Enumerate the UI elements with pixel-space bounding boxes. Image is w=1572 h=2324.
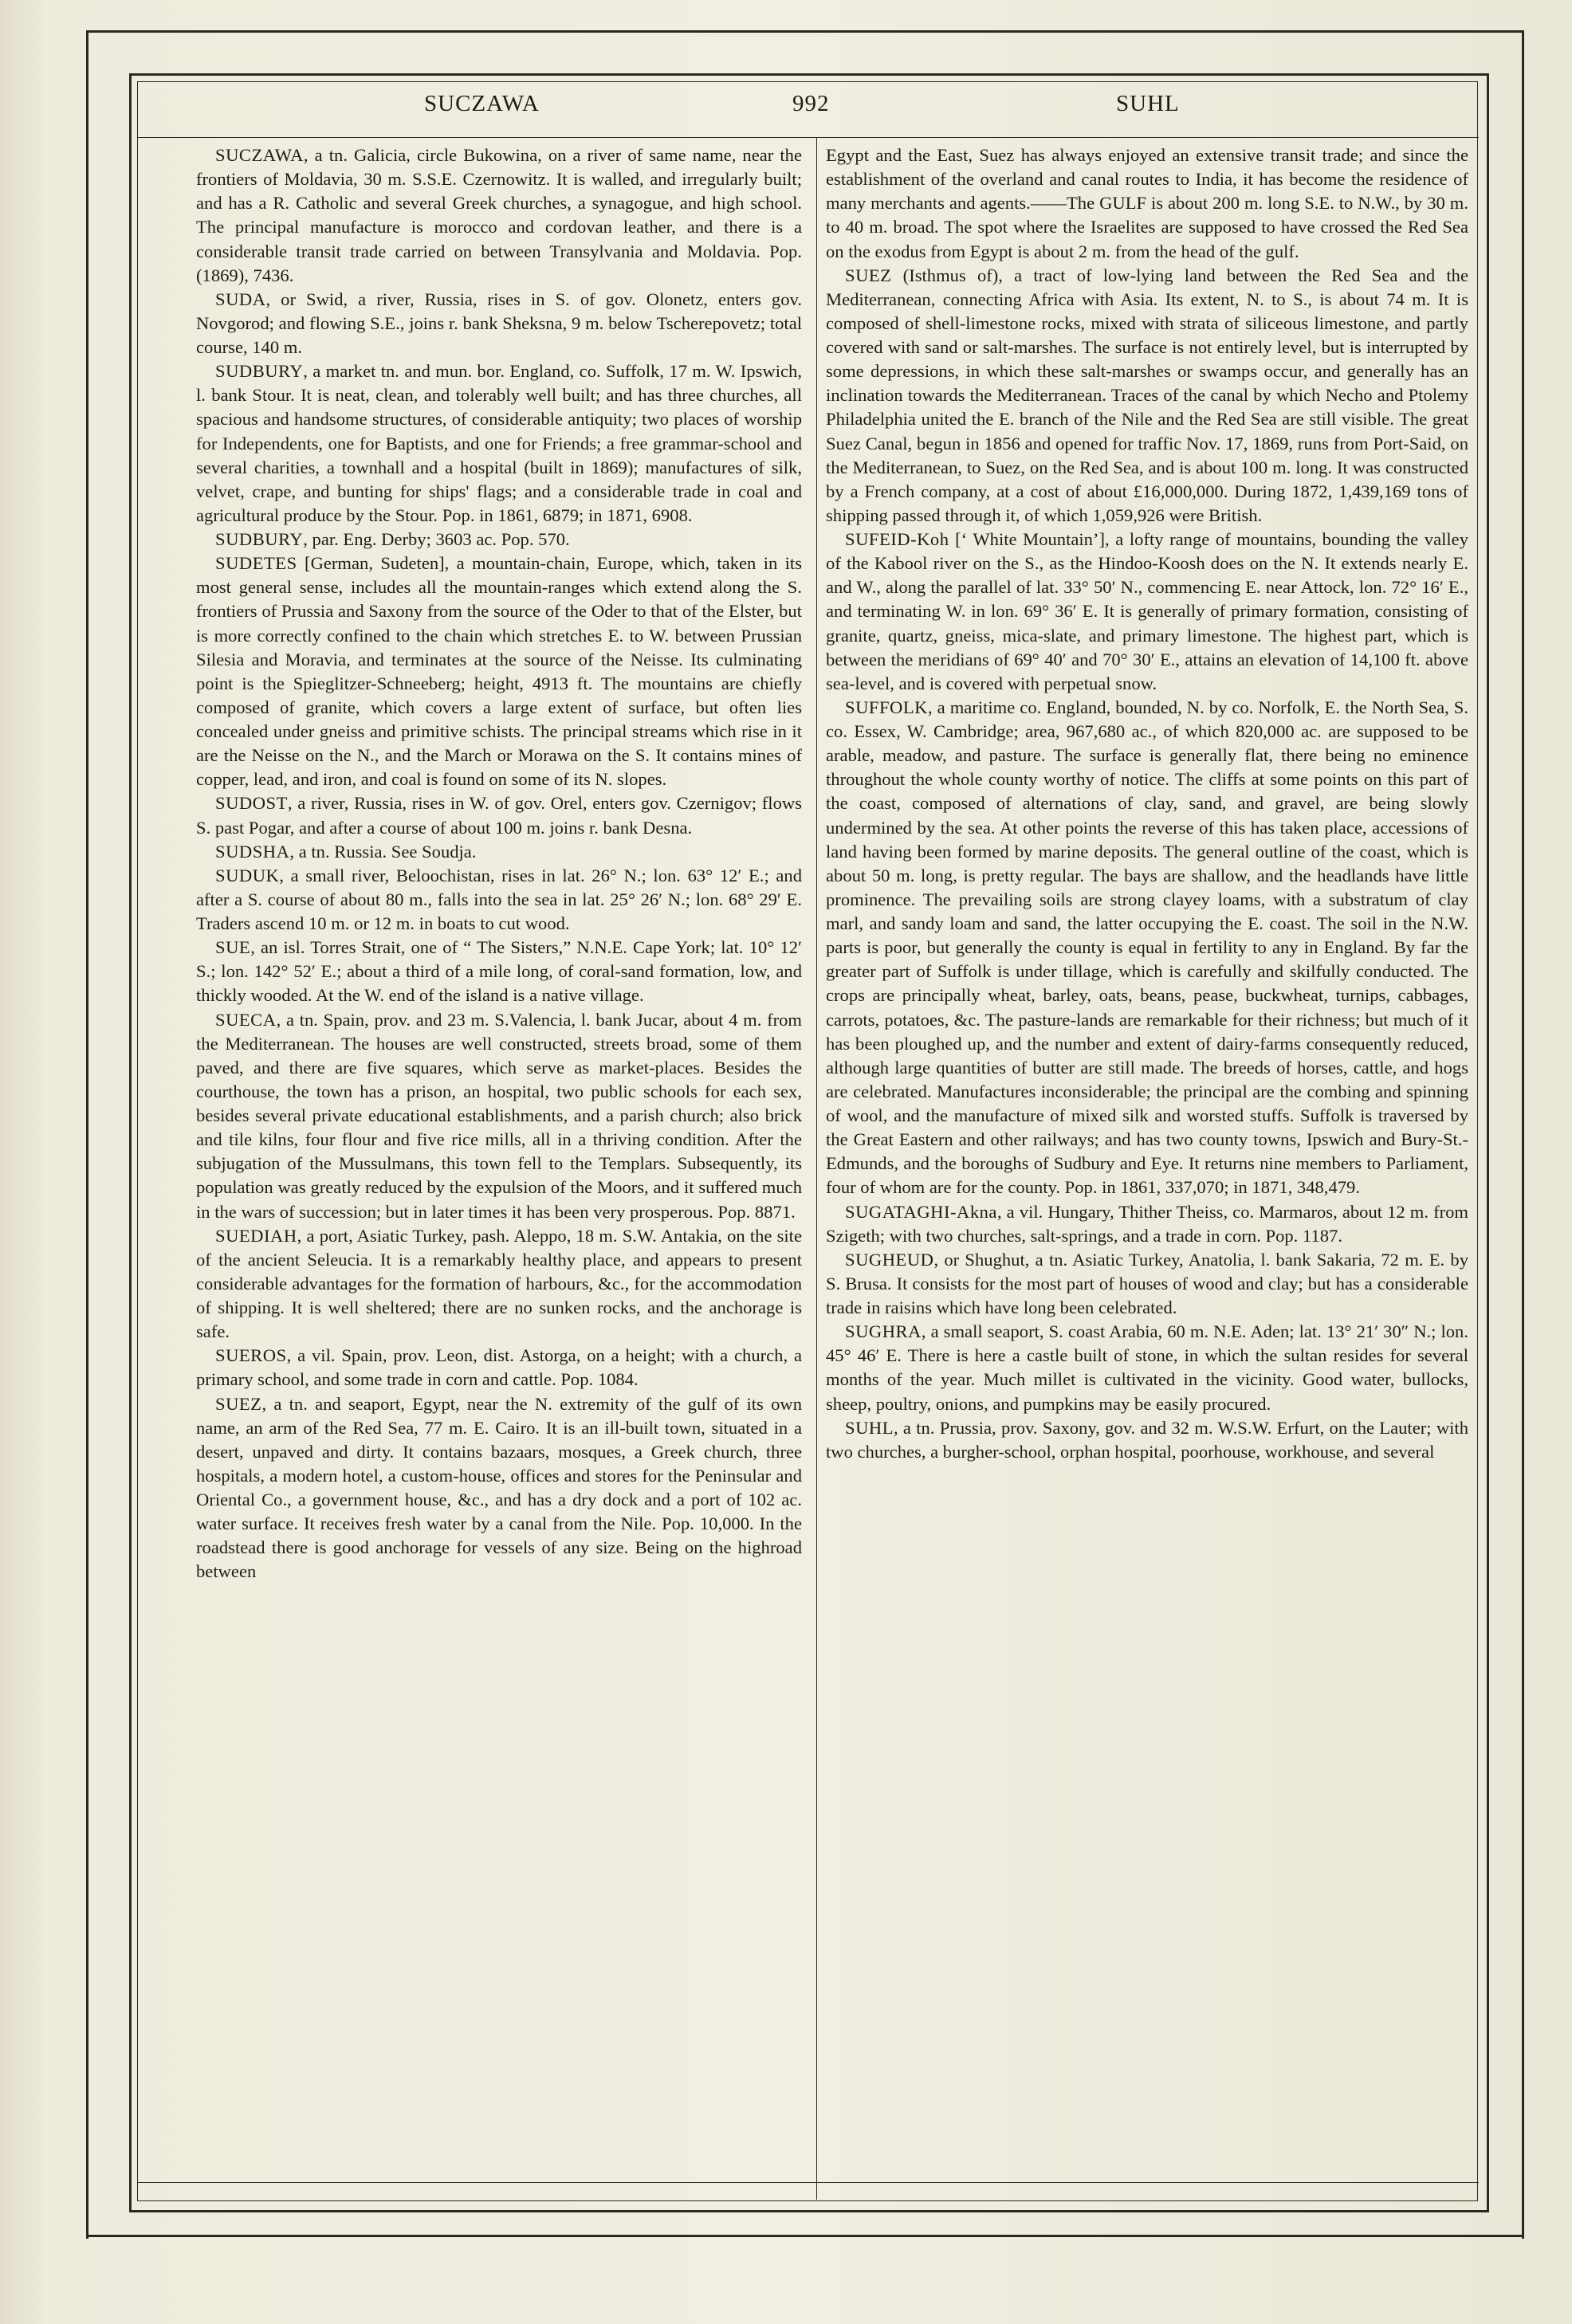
entry-sue: SUE, an isl. Torres Strait, one of “ The Sisters,” N.N.E. Cape York; lat. 10° 12′ S.; lon. 142° 52′ E.; about a third of a mile long, of coral-sand formation, low, and thickly wooded. At the W. end of the island is a native village. [196,937,802,1006]
entry-suez-continued: Egypt and the East, Suez has always enjoyed an extensive transit trade; and since the establishment of the overland and canal routes to India, it has become the residence of many merchants and agents.——The GULF is about 200 m. long S.E. to N.W., by 30 m. to 40 m. broad. The spot where the Israelites are supposed to have crossed the Red Sea on the exodus from Egypt is about 2 m. from the head of the gulf. [826,145,1468,261]
entry-sueca: SUECA, a tn. Spain, prov. and 23 m. S.Valencia, l. bank Jucar, about 4 m. from the Mediterranean. The houses are well constructed, streets broad, some of them paved, and there are five squares, which serve as market-places. Besides the courthouse, the town has a prison, an hospital, two public schools for each sex, besides several private educational establishments, and a parish church; also brick and tile kilns, four flour and five rice mills, all in a thriving condition. After the subjugation of the Mussulmans, this town fell to the Templars. Subsequently, its population was greatly reduced by the expulsion of the Moors, and it suffered much in the wars of succession; but in later times it has been very prosperous. Pop. 8871. [196,1009,802,1222]
entry-sudbury-suffolk: SUDBURY, a market tn. and mun. bor. England, co. Suffolk, 17 m. W. Ipswich, l. bank Stour. It is neat, clean, and tolerably well built; and has three churches, all spacious and handsome structures, of considerable antiquity; two places of worship for Independents, one for Baptists, and one for Friends; a free grammar-school and several charities, a townhall and a hospital (built in 1869); manufactures of silk, velvet, crape, and bunting for ships' flags; and a considerable trade in coal and agricultural produce by the Stour. Pop. in 1861, 6879; in 1871, 6908. [196,361,802,525]
entry-sudbury-derby: SUDBURY, par. Eng. Derby; 3603 ac. Pop. 570. [215,529,570,549]
footer-rule [137,2182,1479,2183]
entry-sueros: SUEROS, a vil. Spain, prov. Leon, dist. Astorga, on a height; with a church, a primary school, and some trade in corn and cattle. Pop. 1084. [196,1345,802,1390]
right-column [826,143,1468,1464]
entry-sughra: SUGHRA, a small seaport, S. coast Arabia, 60 m. N.E. Aden; lat. 13° 21′ 30″ N.; lon. 45° 46′ E. There is here a castle built of stone, in which the sultan resides for several months of the year. Much millet is cultivated in the vicinity. Good water, bullocks, sheep, poultry, onions, and pumpkins may be easily procured. [826,1321,1468,1414]
entry-suez-isthmus: SUEZ (Isthmus of), a tract of low-lying land between the Red Sea and the Mediterranean, connecting Africa with Asia. Its extent, N. to S., is about 74 m. It is composed of shell-limestone rocks, mixed with strata of siliceous limestone, and partly covered with sand or salt-marshes. The surface is not entirely level, but is interrupted by some depressions, in which these salt-marshes or swamps occur, and generally has an inclination towards the Mediterranean. Traces of the canal by which Necho and Ptolemy Philadelphia united the E. branch of the Nile and the Red Sea are still visible. The great Suez Canal, begun in 1856 and opened for traffic Nov. 17, 1869, runs from Port-Said, on the Mediterranean, to Suez, on the Red Sea, and is about 100 m. long. It was constructed by a French company, at a cost of about £16,000,000. During 1872, 1,439,169 tons of shipping passed through it, of which 1,059,926 were British. [826,265,1468,525]
entry-sudsha: SUDSHA, a tn. Russia. See Soudja. [215,841,477,862]
entry-suhl: SUHL, a tn. Prussia, prov. Saxony, gov. and 32 m. W.S.W. Erfurt, on the Lauter; with two churches, a burgher-school, orphan hospital, poorhouse, workhouse, and several [826,1417,1468,1462]
entry-suczawa: SUCZAWA, a tn. Galicia, circle Bukowina, on a river of same name, near the frontiers of Moldavia, 30 m. S.S.E. Czernowitz. It is walled, and irregularly built; and has a R. Catholic and several Greek churches, a synagogue, and high school. The principal manufacture is morocco and cordovan leather, and there is a considerable transit trade carried on between Transylvania and Moldavia. Pop. (1869), 7436. [196,145,802,285]
entry-suediah: SUEDIAH, a port, Asiatic Turkey, pash. Aleppo, 18 m. S.W. Antakia, on the site of the ancient Seleucia. It is a remarkably healthy place, and appears to present considerable advantages for the formation of harbours, &c., for the accommodation of shipping. It is well sheltered; there are no sunken rocks, and the anchorage is safe. [196,1225,802,1342]
column-divider [816,137,817,2200]
outer-frame-bottom-rule [86,2235,1524,2237]
running-head-left: SUCZAWA [424,91,540,116]
running-head-right: SUHL [1116,91,1180,116]
entry-sudost: SUDOST, a river, Russia, rises in W. of gov. Orel, enters gov. Czernigov; flows S. past Pogar, and after a course of about 100 m. joins r. bank Desna. [196,793,802,838]
left-column [196,143,802,1584]
entry-suda: SUDA, or Swid, a river, Russia, rises in S. of gov. Olonetz, enters gov. Novgorod; and flowing S.E., joins r. bank Sheksna, 9 m. below Tscherepovetz; total course, 140 m. [196,289,802,357]
page-number: 992 [792,91,830,116]
entry-sudetes: SUDETES [German, Sudeten], a mountain-chain, Europe, which, taken in its most general sense, includes all the mountain-ranges which extend along the S. frontiers of Prussia and Saxony from the source of the Oder to that of the Elster, but is more correctly confined to the chain which stretches E. to W. between Prussian Silesia and Moravia, and terminates at the source of the Neisse. Its culminating point is the Spieglitzer-Schneeberg; height, 4913 ft. The mountains are chiefly composed of granite, which covers a large extent of surface, but often lies concealed under gneiss and primitive schists. The principal streams which rise in it are the Neisse on the N., and the March or Morawa on the S. It contains mines of copper, lead, and iron, and coal is found on some of its N. slopes. [196,553,802,790]
entry-suffolk: SUFFOLK, a maritime co. England, bounded, N. by co. Norfolk, E. the North Sea, S. co. Essex, W. Cambridge; area, 967,680 ac., of which 820,000 ac. are supposed to be arable, meadow, and pasture. The surface is generally flat, there being no eminence throughout the whole county worthy of notice. The cliffs at some points on this part of the coast, composed of alternations of clay, sand, and gravel, are being slowly undermined by the sea. At other points the reverse of this has taken place, accessions of land having been formed by marine deposits. The general outline of the coast, which is about 50 m. long, is pretty regular. The bays are shallow, and the headlands have little prominence. The prevailing soils are strong clayey loams, with a substratum of clay marl, and sandy loam and sand, the latter occupying the E. coast. The soil in the N.W. parts is poor, but generally the county is equal in fertility to any in England. By far the greater part of Suffolk is under tillage, which is carefully and skilfully conducted. The crops are principally wheat, barley, oats, beans, pease, buckwheat, turnips, cabbages, carrots, potatoes, &c. The pasture-lands are remarkable for their richness; but much of it has been ploughed up, and the number and extent of dairy-farms consequently reduced, although large quantities of butter are still made. The breeds of horses, cattle, and hogs are celebrated. Manufactures inconsiderable; the principal are the combing and spinning of wool, and the manufacture of mixed silk and worsted stuffs. Suffolk is traversed by the Great Eastern and other railways; and has two county towns, Ipswich and Bury-St.-Edmunds, and the boroughs of Sudbury and Eye. It returns nine members to Parliament, four of whom are for the county. Pop. in 1861, 337,070; in 1871, 348,479. [826,697,1468,1198]
entry-sugataghi-akna: SUGATAGHI-Akna, a vil. Hungary, Thither Theiss, co. Marmaros, about 12 m. from Szigeth; with two churches, salt-springs, and a trade in corn. Pop. 1187. [826,1201,1468,1246]
header-rule [137,137,1479,138]
entry-sugheud: SUGHEUD, or Shughut, a tn. Asiatic Turkey, Anatolia, l. bank Sakaria, 72 m. E. by S. Brusa. It consists for the most part of houses of wood and clay; but has a considerable trade in raisins which have long been celebrated. [826,1249,1468,1317]
entry-suduk: SUDUK, a small river, Beloochistan, rises in lat. 26° N.; lon. 63° 12′ E.; and after a S. course of about 80 m., falls into the sea in lat. 25° 26′ N.; lon. 68° 29′ E. Traders ascend 10 m. or 12 m. in boats to cut wood. [196,865,802,933]
entry-sufeid-koh: SUFEID-Koh [‘ White Mountain’], a lofty range of mountains, bounding the valley of the Kabool river on the S., as the Hindoo-Koosh does on the N. It extends nearly E. and W., along the parallel of lat. 33° 50′ N., commencing E. near Attock, lon. 72° 16′ E., and terminating W. in lon. 69° 36′ E. It is generally of primary formation, consisting of granite, quartz, gneiss, mica-slate, and primary limestone. The highest part, which is between the meridians of 69° 40′ and 70° 30′ E., attains an elevation of 14,100 ft. above sea-level, and is covered with perpetual snow. [826,529,1468,693]
entry-suez-town: SUEZ, a tn. and seaport, Egypt, near the N. extremity of the gulf of its own name, an arm of the Red Sea, 77 m. E. Cairo. It is an ill-built town, situated in a desert, unpaved and dirty. It contains bazaars, mosques, a Greek church, three hospitals, a modern hotel, a custom-house, offices and stores for the Peninsular and Oriental Co., a government house, &c., and has a dry dock and a port of 102 ac. water surface. It receives fresh water by a canal from the Nile. Pop. 10,000. In the roadstead there is good anchorage for vessels of any size. Being on the highroad between [196,1393,802,1582]
